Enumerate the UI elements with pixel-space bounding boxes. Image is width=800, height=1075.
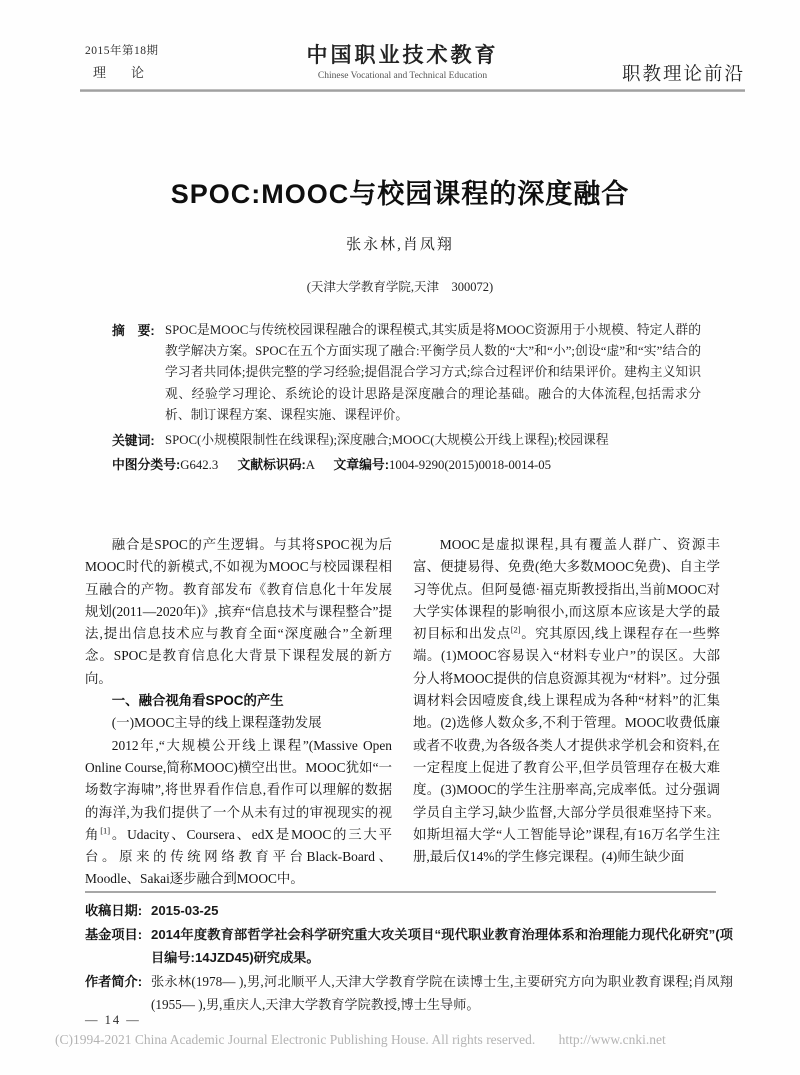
article-body: [85, 534, 720, 891]
body-paragraph: [85, 735, 392, 891]
fund-project-note: [85, 923, 733, 970]
paragraph-text: 。究其原因,线上课程存在一些弊端。(1)MOOC容易误入“材料专业户”的误区。大部分人将MOOC提供的信息资源其视为“材料”。过分强调材料会因噎废食,线上课程成为各种“材料”的汇集地。(2)选修人数众多,不利于管理。MOOC收费低廉或者不收费,为各级各类人才提供求学机会和资料,在一定程度上促进了教育公平,但学员管理存在极大难度。(3)MOOC的学生注册率高,完成率低。过分强调学员自主学习,缺少监督,大部分学员很难坚持下来。如斯坦福大学“人工智能导论”课程,有16万名学生注册,最后仅14%的学生修完课程。(4)师生缺少面: [413, 626, 720, 865]
copyright-line: [55, 1032, 775, 1048]
author-bio-text: 张永林(1978— ),男,河北顺平人,天津大学教育学院在读博士生,主要研究方向为职业教育课程;肖凤翔(1955— ),男,重庆人,天津大学教育学院教授,博士生导师。: [151, 973, 733, 1013]
body-paragraph: [413, 534, 720, 868]
author-bio-label: 作者简介:: [85, 973, 143, 989]
article-title: SPOC:MOOC与校园课程的深度融合: [170, 179, 630, 209]
classification-line: [112, 454, 701, 476]
abstract-paragraph: [112, 320, 701, 426]
journal-title-en: Chinese Vocational and Technical Education: [317, 71, 488, 81]
keywords-paragraph: [112, 430, 701, 451]
journal-title-cn: 中国职业技术教育: [306, 43, 499, 67]
abstract-text: SPOC是MOOC与传统校园课程融合的课程模式,其实质是将MOOC资源用于小规模、特定人群的教学解决方案。SPOC在五个方面实现了融合:平衡学员人数的“大”和“小”;创设“虚”和“实”结合的学习者共同体;提供完整的学习经验;提倡混合学习方式;综合过程评价和结果评价。建构主义知识观、经验学习理论、系统论的设计思路是深度融合的理论基础。融合的大体流程,包括需求分析、制订课程方案、课程实施、课程评价。: [165, 323, 701, 422]
paragraph-text: 。Udacity、Coursera、edX是MOOC的三大平台。原来的传统网络教育平台Black-Board、Moodle、Sakai逐步融合到MOOC中。: [85, 826, 392, 887]
issue-info: [85, 42, 235, 86]
paragraph-text: MOOC是虚拟课程,具有覆盖人群广、资源丰富、便捷易得、免费(绝大多数MOOC免费)、自主学习等优点。但阿曼德·福克斯教授指出,当前MOOC对大学实体课程的影响很小,而这原本应该是大学的最初目标和出发点: [413, 537, 720, 642]
page-number: — 14 —: [85, 1013, 141, 1027]
citation-ref-2: [2]: [510, 624, 521, 635]
journal-masthead: [235, 39, 570, 86]
body-paragraph: 融合是SPOC的产生逻辑。与其将SPOC视为后MOOC时代的新模式,不如视为MOOC与校园课程相互融合的产物。教育部发布《教育信息化十年发展规划(2011—2020年)》,摈弃“信息技术与课程整合”提法,提出信息技术应与教育全面“深度融合”全新理念。SPOC是教育信息化大背景下课程发展的新方向。: [85, 537, 392, 686]
article-authors: 张永林,肖凤翔: [346, 237, 454, 253]
left-column: [85, 534, 392, 891]
keywords-label: 关键词:: [112, 433, 155, 449]
citation-ref-1: [1]: [100, 825, 111, 836]
page-header: [85, 42, 745, 86]
clc-value: G642.3: [180, 458, 219, 473]
footnotes-block: [85, 899, 733, 1017]
abstract-label: 摘 要:: [112, 323, 155, 338]
article-id-label: 文章编号:: [333, 457, 389, 473]
subsection-heading: (一)MOOC主导的线上课程蓬勃发展: [111, 715, 322, 731]
fund-project-label: 基金项目:: [85, 926, 143, 942]
section-heading-1: 一、融合视角看SPOC的产生: [111, 693, 284, 709]
issue-number: 2015年第18期: [85, 45, 159, 57]
cnki-url: http://www.cnki.net: [558, 1032, 666, 1047]
column-name: 职教理论前沿: [621, 65, 745, 85]
keywords-text: SPOC(小规模限制性在线课程);深度融合;MOOC(大规模公开线上课程);校园课程: [165, 433, 609, 448]
author-bio-note: [85, 970, 733, 1017]
article-id-value: 1004-9290(2015)0018-0014-05: [388, 458, 552, 473]
fund-project-text: 2014年度教育部哲学社会科学研究重大攻关项目“现代职业教育治理体系和治理能力现代化研究”(项目编号:14JZD45)研究成果。: [151, 926, 733, 966]
doc-code-value: A: [305, 458, 315, 473]
issue-section: 理 论: [93, 65, 151, 80]
right-column: [413, 534, 720, 891]
received-date-value: 2015-03-25: [151, 903, 219, 918]
footnote-divider: [85, 891, 716, 893]
clc-label: 中图分类号:: [112, 457, 181, 473]
abstract-block: [112, 320, 701, 476]
header-divider: [80, 89, 745, 92]
copyright-text: (C)1994-2021 China Academic Journal Electronic Publishing House. All rights reserved.: [55, 1032, 536, 1047]
article-affiliation: (天津大学教育学院,天津 300072): [306, 280, 494, 294]
received-date-note: [85, 899, 733, 923]
received-date-label: 收稿日期:: [85, 903, 143, 918]
paragraph-text: 2012年,“大规模公开线上课程”(Massive Open Online Course,简称MOOC)横空出世。MOOC犹如“一场数字海啸”,将世界看作信息,看作可以理解的数据的海洋,为我们提供了一个从未有过的审视现实的视角: [85, 737, 392, 842]
doc-code-label: 文献标识码:: [237, 457, 306, 473]
